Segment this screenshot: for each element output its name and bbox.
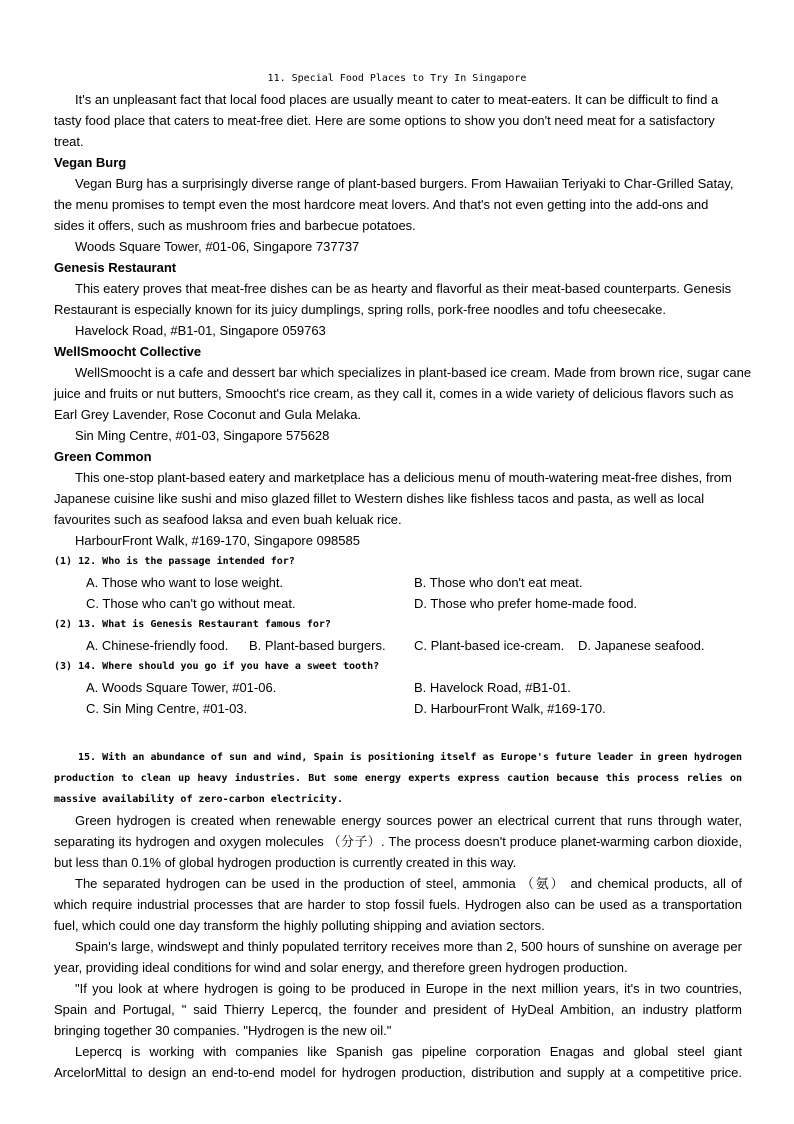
answer-option[interactable]: C. Plant-based ice-cream. [414, 638, 565, 653]
answer-option[interactable]: A. Those who want to lose weight. [86, 575, 284, 590]
paragraph-line: but less than 0.1% of global hydrogen production is currently created in this way. [54, 855, 517, 870]
answer-option[interactable]: B. Havelock Road, #B1-01. [414, 680, 571, 695]
question [54, 551, 742, 572]
paragraph-line: which require industrial processes that are harder to stop fossil fuels. Hydrogen also can be used as a transportation [54, 897, 742, 912]
answer-option[interactable]: B. Those who don't eat meat. [414, 575, 583, 590]
answer-option[interactable]: A. Woods Square Tower, #01-06. [86, 680, 277, 695]
place-heading: Green Common [54, 449, 152, 464]
question-number: (3) [54, 661, 73, 672]
paragraph-line: ArcelorMittal to design an end-to-end model for hydrogen production, distribution and supply at a competitive price. [54, 1065, 742, 1080]
intro-line: treat. [54, 134, 84, 149]
place-desc-line: Restaurant is especially known for its juicy dumplings, spring rolls, pork-free noodles and tofu cheesecake. [54, 302, 667, 317]
place-desc-line: the menu promises to tempt even the most hardcore meat lovers. And that's not even getting into the add-ons and [54, 197, 709, 212]
paragraph-line: fuel, which could one day transform the highly polluting shipping and aviation sectors. [54, 918, 545, 933]
paragraph-line: year, providing ideal conditions for wind and solar energy, and therefore green hydrogen production. [54, 960, 628, 975]
paragraph-line: Spain and Portugal, " said Thierry Lepercq, the founder and president of HyDeal Ambition, an industry platform [54, 1002, 742, 1017]
place-heading: Genesis Restaurant [54, 260, 177, 275]
passage-heading-line: 15. With an abundance of sun and wind, Spain is positioning itself as Europe's future leader in green hydrogen [78, 752, 742, 763]
place-desc-line: Earl Grey Lavender, Rose Coconut and Gula Melaka. [54, 407, 362, 422]
answer-option[interactable]: D. Japanese seafood. [578, 638, 705, 653]
paragraph-line: Spain's large, windswept and thinly populated territory receives more than 2, 500 hours of sunshine on average per [75, 939, 742, 954]
question-number: (2) [54, 619, 73, 630]
place-desc-line: WellSmoocht is a cafe and dessert bar which specializes in plant-based ice cream. Made from brown rice, sugar cane [75, 365, 752, 380]
answer-option[interactable]: D. HarbourFront Walk, #169-170. [414, 701, 606, 716]
place-address: Woods Square Tower, #01-06, Singapore 737737 [75, 239, 360, 254]
place-desc-line: Vegan Burg has a surprisingly diverse range of plant-based burgers. From Hawaiian Teriyaki to Char-Grilled Satay, [75, 176, 734, 191]
answer-option[interactable]: C. Sin Ming Centre, #01-03. [86, 701, 248, 716]
place-desc-line: This eatery proves that meat-free dishes can be as hearty and flavorful as their meat-based counterparts. Genesis [75, 281, 732, 296]
paragraph-line: Green hydrogen is created when renewable energy sources power an electrical current that runs through water, [75, 813, 742, 828]
answer-option[interactable]: D. Those who prefer home-made food. [414, 596, 638, 611]
intro-line: It's an unpleasant fact that local food places are usually meant to cater to meat-eaters. It can be difficult to find a [75, 92, 719, 107]
place-address: HarbourFront Walk, #169-170, Singapore 098585 [75, 533, 360, 548]
question-number: (1) [54, 556, 73, 567]
paragraph-line: separating its hydrogen and oxygen molecules （分子）. The process doesn't produce planet-warming carbon dioxide, [54, 834, 742, 849]
place-desc-line: favourites such as seafood laksa and even buah keluak rice. [54, 512, 402, 527]
place-desc-line: juice and fruits or nut butters, Smoocht's rice cream, as they call it, comes in a wide variety of delicious flavors such as [54, 386, 734, 401]
place-address: Havelock Road, #B1-01, Singapore 059763 [75, 323, 326, 338]
question-text: 13. What is Genesis Restaurant famous for? [78, 619, 331, 630]
passage-heading-line: production to clean up heavy industries. But some energy experts express caution because this process relies on [54, 773, 742, 784]
paragraph-line: bringing together 30 companies. "Hydrogen is the new oil." [54, 1023, 392, 1038]
answer-option[interactable]: B. Plant-based burgers. [249, 638, 386, 653]
question-text: 12. Who is the passage intended for? [78, 556, 295, 567]
question-text: 14. Where should you go if you have a sweet tooth? [78, 661, 380, 672]
question [54, 614, 742, 635]
place-desc-line: Japanese cuisine like sushi and miso glazed fillet to Western dishes like fishless tacos and pasta, as well as local [54, 491, 705, 506]
place-heading: Vegan Burg [54, 155, 127, 170]
place-desc-line: sides it offers, such as mushroom fries and barbecue potatoes. [54, 218, 416, 233]
intro-line: tasty food place that caters to meat-free diet. Here are some options to show you don't need meat for a satisfactory [54, 113, 715, 128]
passage-title: 11. Special Food Places to Try In Singapore [267, 73, 527, 84]
question [54, 656, 742, 677]
passage-heading-line: massive availability of zero-carbon electricity. [54, 794, 343, 805]
paragraph-line: The separated hydrogen can be used in the production of steel, ammonia （氨） and chemical products, all of [75, 876, 742, 891]
paragraph-line: "If you look at where hydrogen is going to be produced in Europe in the next million years, it's in two countries, [75, 981, 742, 996]
answer-option[interactable]: A. Chinese-friendly food. [86, 638, 229, 653]
place-desc-line: This one-stop plant-based eatery and marketplace has a delicious menu of mouth-watering meat-free dishes, from [75, 470, 732, 485]
paragraph-line: Lepercq is working with companies like Spanish gas pipeline corporation Enagas and global steel giant [75, 1044, 742, 1059]
place-address: Sin Ming Centre, #01-03, Singapore 575628 [75, 428, 330, 443]
answer-option[interactable]: C. Those who can't go without meat. [86, 596, 296, 611]
place-heading: WellSmoocht Collective [54, 344, 202, 359]
